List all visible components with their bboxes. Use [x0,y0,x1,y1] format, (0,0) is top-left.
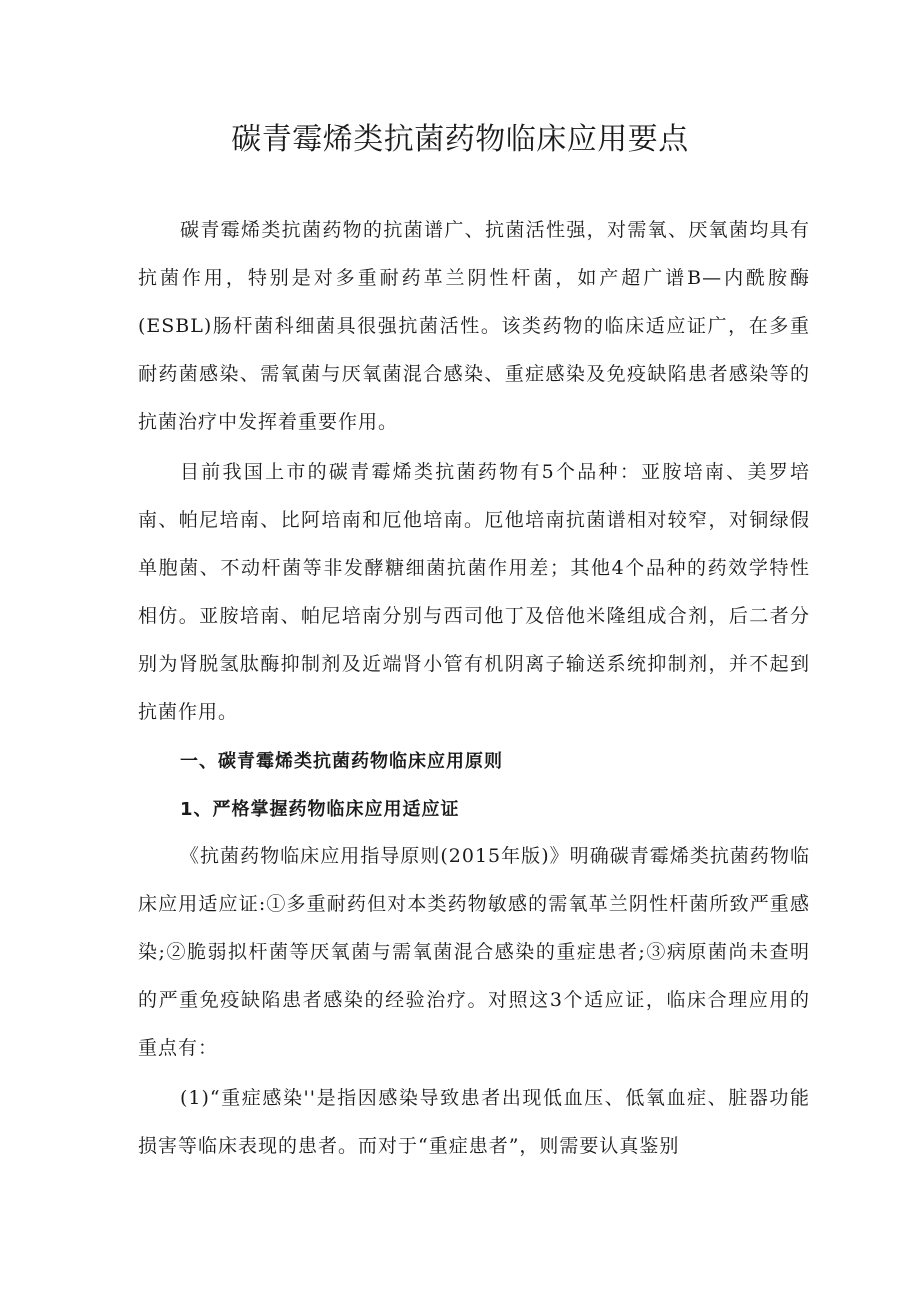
varieties-paragraph: 目前我国上市的碳青霉烯类抗菌药物有5个品种：亚胺培南、美罗培南、帕尼培南、比阿培南和厄他培南。厄他培南抗菌谱相对较窄，对铜绿假单胞菌、不动杆菌等非发酵糖细菌抗菌作用差；其他4个品种的药效学特性相仿。亚胺培南、帕尼培南分别与西司他丁及倍他米隆组成合剂，后二者分别为肾脱氢肽酶抑制剂及近端肾小管有机阴离子输送系统抑制剂，并不起到抗菌作用。 [138,461,810,723]
severe-infection-paragraph: (1)“重症感染''是指因感染导致患者出现低血压、低氧血症、脏器功能损害等临床表现的患者。而对于“重症患者”，则需要认真鉴别 [138,1087,810,1157]
subsection-heading-indications: 1、严格掌握药物临床应用适应证 [180,799,460,820]
indications-paragraph: 《抗菌药物临床应用指导原则(2015年版)》明确碳青霉烯类抗菌药物临床应用适应证:①多重耐药但对本类药物敏感的需氧革兰阴性杆菌所致严重感染;②脆弱拟杆菌等厌氧菌与需氧菌混合感染的重症患者;③病原菌尚未查明的严重免疫缺陷患者感染的经验治疗。对照这3个适应证，临床合理应用的重点有： [138,845,810,1059]
intro-paragraph: 碳青霉烯类抗菌药物的抗菌谱广、抗菌活性强，对需氧、厌氧菌均具有抗菌作用，特别是对多重耐药革兰阴性杆菌，如产超广谱B—内酰胺酶(ESBL)肠杆菌科细菌具很强抗菌活性。该类药物的临床适应证广，在多重耐药菌感染、需氧菌与厌氧菌混合感染、重症感染及免疫缺陷患者感染等的抗菌治疗中发挥着重要作用。 [138,219,810,433]
document-title: 碳青霉烯类抗菌药物临床应用要点 [231,122,689,157]
section-heading-principles: 一、碳青霉烯类抗菌药物临床应用原则 [180,751,503,772]
